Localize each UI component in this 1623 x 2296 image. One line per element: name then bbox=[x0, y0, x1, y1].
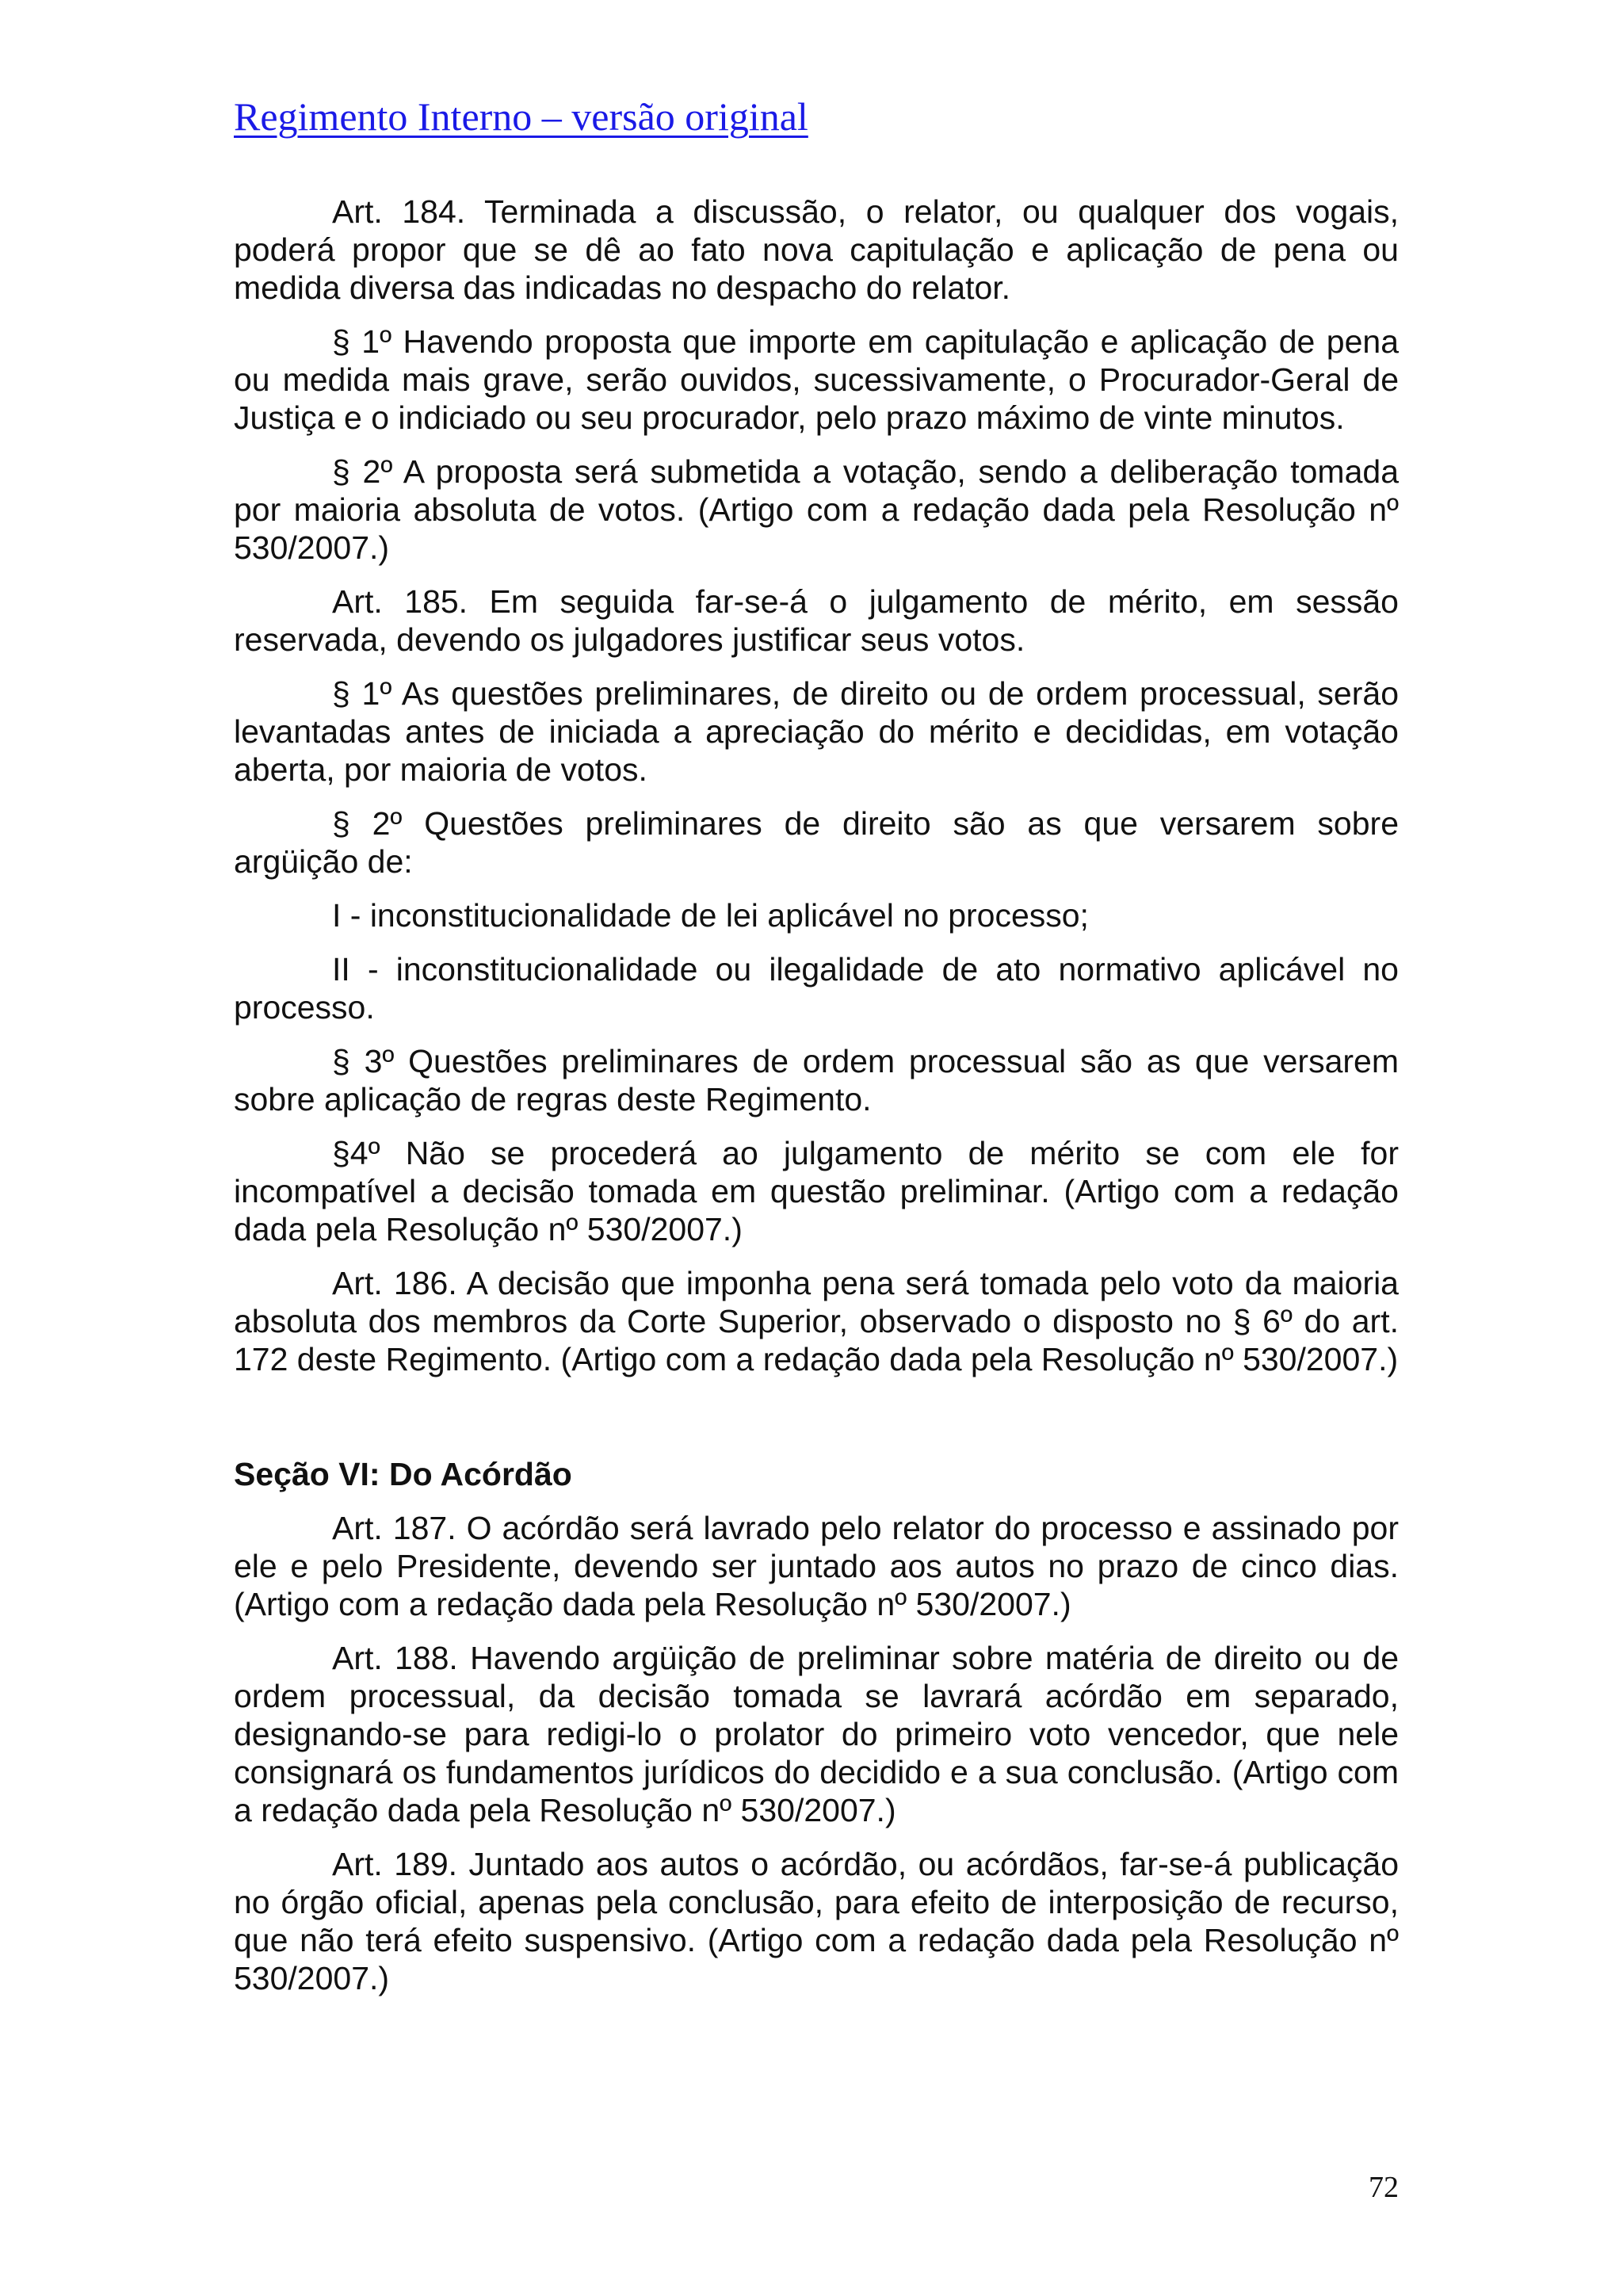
paragraph-item-ii: II - inconstitucionalidade ou ilegalidade de ato normativo aplicável no processo. bbox=[234, 951, 1399, 1026]
paragraph-art-188: Art. 188. Havendo argüição de preliminar sobre matéria de direito ou de ordem processual, da decisão tomada se lavrará acórdão em separado, designando-se para redigi-lo o prolator do primeiro voto vencedor, que nele consignará os fundamentos jurídicos do decidido e a sua conclusão. (Artigo com a redação dada pela Resolução nº 530/2007.) bbox=[234, 1640, 1399, 1828]
paragraph-art-184-par-2: § 2º A proposta será submetida a votação, sendo a deliberação tomada por maioria absoluta de votos. (Artigo com a redação dada pela Resolução nº 530/2007.) bbox=[234, 453, 1399, 566]
header-title-link[interactable]: Regimento Interno – versão original bbox=[234, 94, 808, 139]
page-number: 72 bbox=[1369, 2171, 1399, 2204]
paragraph-art-189: Art. 189. Juntado aos autos o acórdão, ou acórdãos, far-se-á publicação no órgão oficial, apenas pela conclusão, para efeito de interposição de recurso, que não terá efeito suspensivo. (Artigo com a redação dada pela Resolução nº 530/2007.) bbox=[234, 1846, 1399, 1996]
paragraph-item-i: I - inconstitucionalidade de lei aplicável no processo; bbox=[332, 897, 1089, 934]
section-heading: Seção VI: Do Acórdão bbox=[234, 1456, 572, 1492]
paragraph-art-187: Art. 187. O acórdão será lavrado pelo relator do processo e assinado por ele e pelo Presidente, devendo ser juntado aos autos no prazo de cinco dias. (Artigo com a redação dada pela Resolução nº 530/2007.) bbox=[234, 1510, 1399, 1622]
paragraph-art-185-par-3: § 3º Questões preliminares de ordem processual são as que versarem sobre aplicação de regras deste Regimento. bbox=[234, 1043, 1399, 1117]
paragraph-art-185-par-4: §4º Não se procederá ao julgamento de mérito se com ele for incompatível a decisão tomada em questão preliminar. (Artigo com a redação dada pela Resolução nº 530/2007.) bbox=[234, 1135, 1399, 1247]
paragraph-art-185-par-1: § 1º As questões preliminares, de direito ou de ordem processual, serão levantadas antes de iniciada a apreciação do mérito e decididas, em votação aberta, por maioria de votos. bbox=[234, 675, 1399, 788]
paragraph-art-185: Art. 185. Em seguida far-se-á o julgamento de mérito, em sessão reservada, devendo os julgadores justificar seus votos. bbox=[234, 583, 1399, 658]
paragraph-art-185-par-2: § 2º Questões preliminares de direito são as que versarem sobre argüição de: bbox=[234, 805, 1399, 880]
paragraph-art-184-par-1: § 1º Havendo proposta que importe em capitulação e aplicação de pena ou medida mais grave, serão ouvidos, sucessivamente, o Procurador-Geral de Justiça e o indiciado ou seu procurador, pelo prazo máximo de vinte minutos. bbox=[234, 323, 1399, 436]
document-body bbox=[234, 193, 1399, 2013]
paragraph-art-184: Art. 184. Terminada a discussão, o relator, ou qualquer dos vogais, poderá propor que se dê ao fato nova capitulação e aplicação de pena ou medida diversa das indicadas no despacho do relator. bbox=[234, 193, 1399, 306]
paragraph-art-186: Art. 186. A decisão que imponha pena será tomada pelo voto da maioria absoluta dos membros da Corte Superior, observado o disposto no § 6º do art. 172 deste Regimento. (Artigo com a redação dada pela Resolução nº 530/2007.) bbox=[234, 1265, 1399, 1377]
